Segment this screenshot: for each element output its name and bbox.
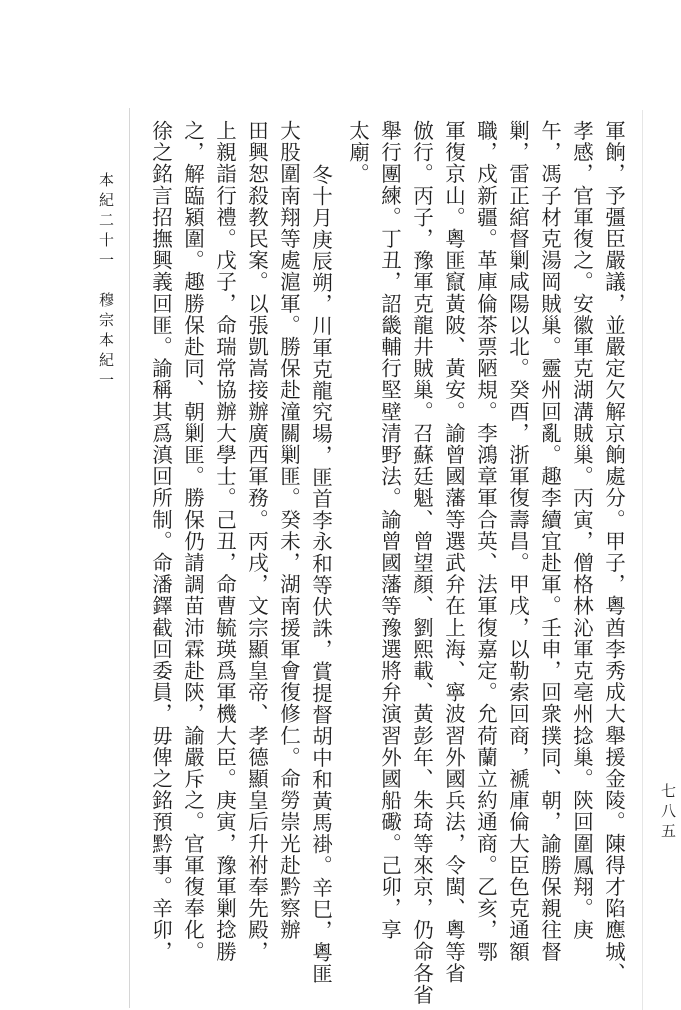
text-column-11: 大股圍南翔等處滬軍。勝保赴潼關剿匪。癸未，湖南援軍會復修仁。命勞崇光赴黔察辦 [276,120,301,941]
text-column-10: 冬十月庚辰朔，川軍克龍究場，匪首李永和等伏誅，賞提督胡中和黃馬褂。辛巳，粵匪 [308,164,333,985]
text-column-6: 軍復京山。粵匪竄黃陂、黃安。諭曾國藩等選武弁在上海、寧波習外國兵法，令閩、粵等省 [441,120,466,984]
text-column-4: 剿，雷正綰督剿咸陽以北。癸酉，浙軍復壽昌。甲戌，以勒索回商，褫庫倫大臣色克通額 [505,120,530,963]
text-column-8: 舉行團練。丁丑，詔畿輔行堅壁清野法。諭曾國藩等豫選將弁演習外國船礮。己卯，享 [377,120,402,941]
text-column-5: 職，戍新疆。革庫倫茶票陋規。李鴻章軍合英、法軍復嘉定。允荷蘭立約通商。乙亥，鄂 [473,120,498,963]
text-column-9: 太廟。 [345,120,370,185]
text-column-2: 孝感，官軍復之。安徽軍克湖溝賊巢。丙寅，僧格林沁軍克亳州捻巢。陝回圍鳳翔。庚 [569,120,594,941]
text-column-1: 軍餉，予彊臣嚴議，並嚴定欠解京餉處分。甲子，粵酋李秀成大舉援金陵。陳得才陷應城、 [601,120,626,984]
page-edge-shadow [642,110,643,1010]
text-column-13: 上親詣行禮。戊子，命瑞常協辦大學士。己丑，命曹毓瑛爲軍機大臣。庚寅，豫軍剿捻勝 [212,120,237,963]
text-column-15: 徐之銘言招撫興義回匪。諭稱其爲滇回所制。命潘鐸截回委員，毋俾之銘預黔事。辛卯， [148,120,173,963]
text-column-12: 田興恕殺教民案。以張凱嵩接辦廣西軍務。丙戌，文宗顯皇帝、孝德顯皇后升祔奉先殿， [244,120,269,963]
text-column-7: 倣行。丙子，豫軍克龍井賊巢。召蘇廷魁、曾望顏、劉熙載、黃彭年、朱琦等來京，仍命各省 [409,120,434,1006]
margin-rule [129,108,130,1008]
text-column-3: 午，馮子材克湯岡賊巢。靈州回亂。趣李續宜赴軍。壬申，回衆撲同、朝，諭勝保親往督 [537,120,562,963]
running-title: 本紀二十一 穆宗本紀一 [97,172,115,392]
page-number: 七八五 [659,783,677,843]
text-column-14: 之，解臨潁圍。趣勝保赴同、朝剿匪。勝保仍請調苗沛霖赴陝，諭嚴斥之。官軍復奉化。 [180,120,205,963]
